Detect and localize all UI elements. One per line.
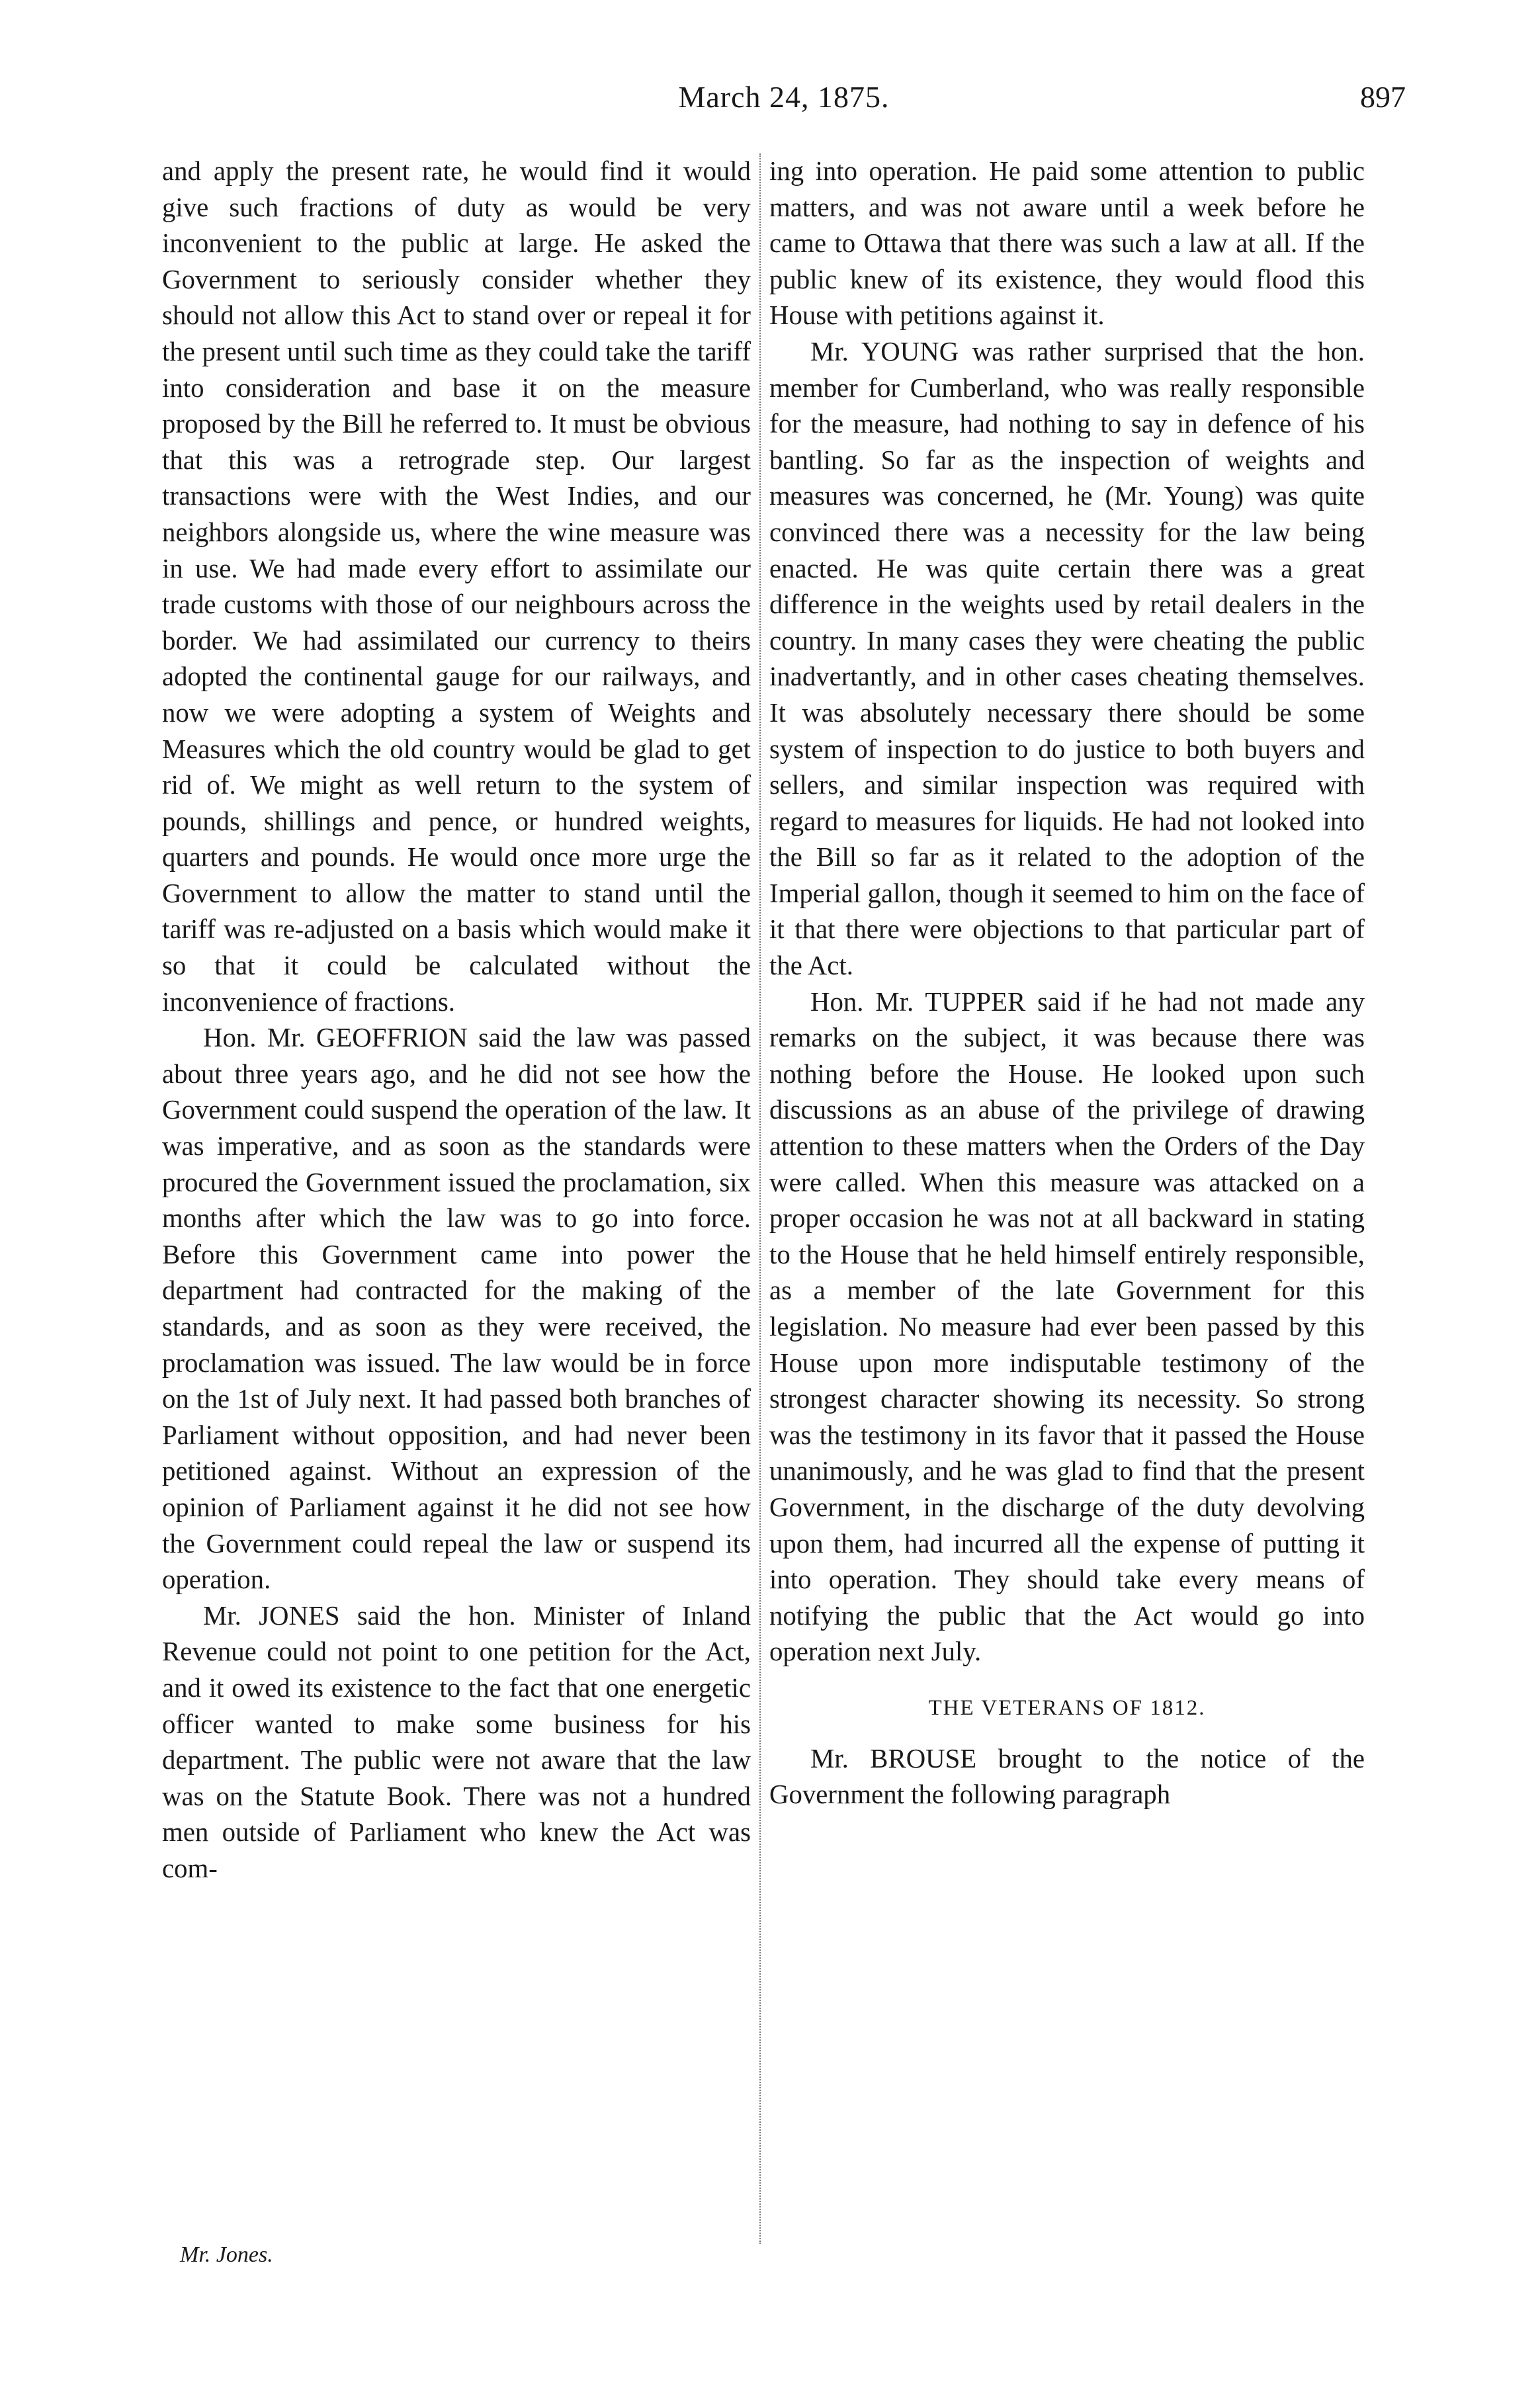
right-column: [769, 153, 1365, 1813]
section-heading: THE VETERANS OF 1812.: [928, 1695, 1206, 1720]
left-column: [162, 153, 751, 1887]
right-paragraph-4: Mr. BROUSE brought to the notice of the Government the following paragraph: [769, 1743, 1365, 1810]
right-paragraph-1: ing into operation. He paid some attention to public matters, and was not aware until a week before he came to Ottawa that there was such a law at all. If the public knew of its existence, they would flood this House with petitions against it.: [769, 156, 1365, 331]
page-number: 897: [1360, 80, 1406, 114]
header-date: March 24, 1875.: [678, 80, 890, 114]
page-header: [162, 79, 1406, 126]
left-paragraph-1: and apply the present rate, he would find it would give such fractions of duty as would be very inconvenient to the public at large. He asked the Government to seriously consider whether they should not allow this Act to stand over or repeal it for the present until such time as they could take the tariff into consideration and base it on the measure proposed by the Bill he referred to. It must be obvious that this was a retrograde step. Our largest transactions were with the West Indies, and our neighbors alongside us, where the wine measure was in use. We had made every effort to assimilate our trade customs with those of our neighbours across the border. We had assimilated our currency to theirs adopted the continental gauge for our railways, and now we were adopting a system of Weights and Measures which the old country would be glad to get rid of. We might as well return to the system of pounds, shillings and pence, or hundred weights, quarters and pounds. He would once more urge the Government to allow the matter to stand until the tariff was re-adjusted on a basis which would make it so that it could be calculated without the inconvenience of fractions.: [162, 156, 751, 1017]
right-paragraph-3: Hon. Mr. TUPPER said if he had not made any remarks on the subject, it was because there was nothing before the House. He looked upon such discussions as an abuse of the privilege of drawing attention to these matters when the Orders of the Day were called. When this measure was attacked on a proper occasion he was not at all backward in stating to the House that he held himself entirely responsible, as a member of the late Government for this legislation. No measure had ever been passed by this House upon more indisputable testimony of the strongest character showing its necessity. So strong was the testimony in its favor that it passed the House unanimously, and he was glad to find that the present Government, in the discharge of the duty devolving upon them, had incurred all the expense of putting it into operation. They should take every means of notifying the public that the Act would go into operation next July.: [769, 986, 1365, 1667]
column-divider: [759, 153, 761, 2244]
right-paragraph-2: Mr. YOUNG was rather surprised that the hon. member for Cumberland, who was really responsible for the measure, had nothing to say in defence of his bantling. So far as the inspection of weights and measures was concerned, he (Mr. Young) was quite convinced there was a necessity for the law being enacted. He was quite certain there was a great difference in the weights used by retail dealers in the country. In many cases they were cheating the public inadvertantly, and in other cases cheating themselves. It was absolutely necessary there should be some system of inspection to do justice to both buyers and sellers, and similar inspection was required with regard to measures for liquids. He had not looked into the Bill so far as it related to the adoption of the Imperial gallon, though it seemed to him on the face of it that there were objections to that particular part of the Act.: [769, 336, 1365, 981]
left-paragraph-3: Mr. JONES said the hon. Minister of Inland Revenue could not point to one petition for the Act, and it owed its existence to the fact that one energetic officer wanted to make some business for his department. The public were not aware that the law was on the Statute Book. There was not a hundred men outside of Parliament who knew the Act was com-: [162, 1600, 751, 1883]
left-paragraph-2: Hon. Mr. GEOFFRION said the law was passed about three years ago, and he did not see how the Government could suspend the operation of the law. It was imperative, and as soon as the standards were procured the Government issued the proclamation, six months after which the law was to go into force. Before this Government came into power the department had contracted for the making of the standards, and as soon as they were received, the proclamation was issued. The law would be in force on the 1st of July next. It had passed both branches of Parliament without opposition, and had never been petitioned against. Without an expression of the opinion of Parliament against it he did not see how the Government could repeal the law or suspend its operation.: [162, 1023, 751, 1595]
catchword: Mr. Jones.: [180, 2242, 273, 2267]
